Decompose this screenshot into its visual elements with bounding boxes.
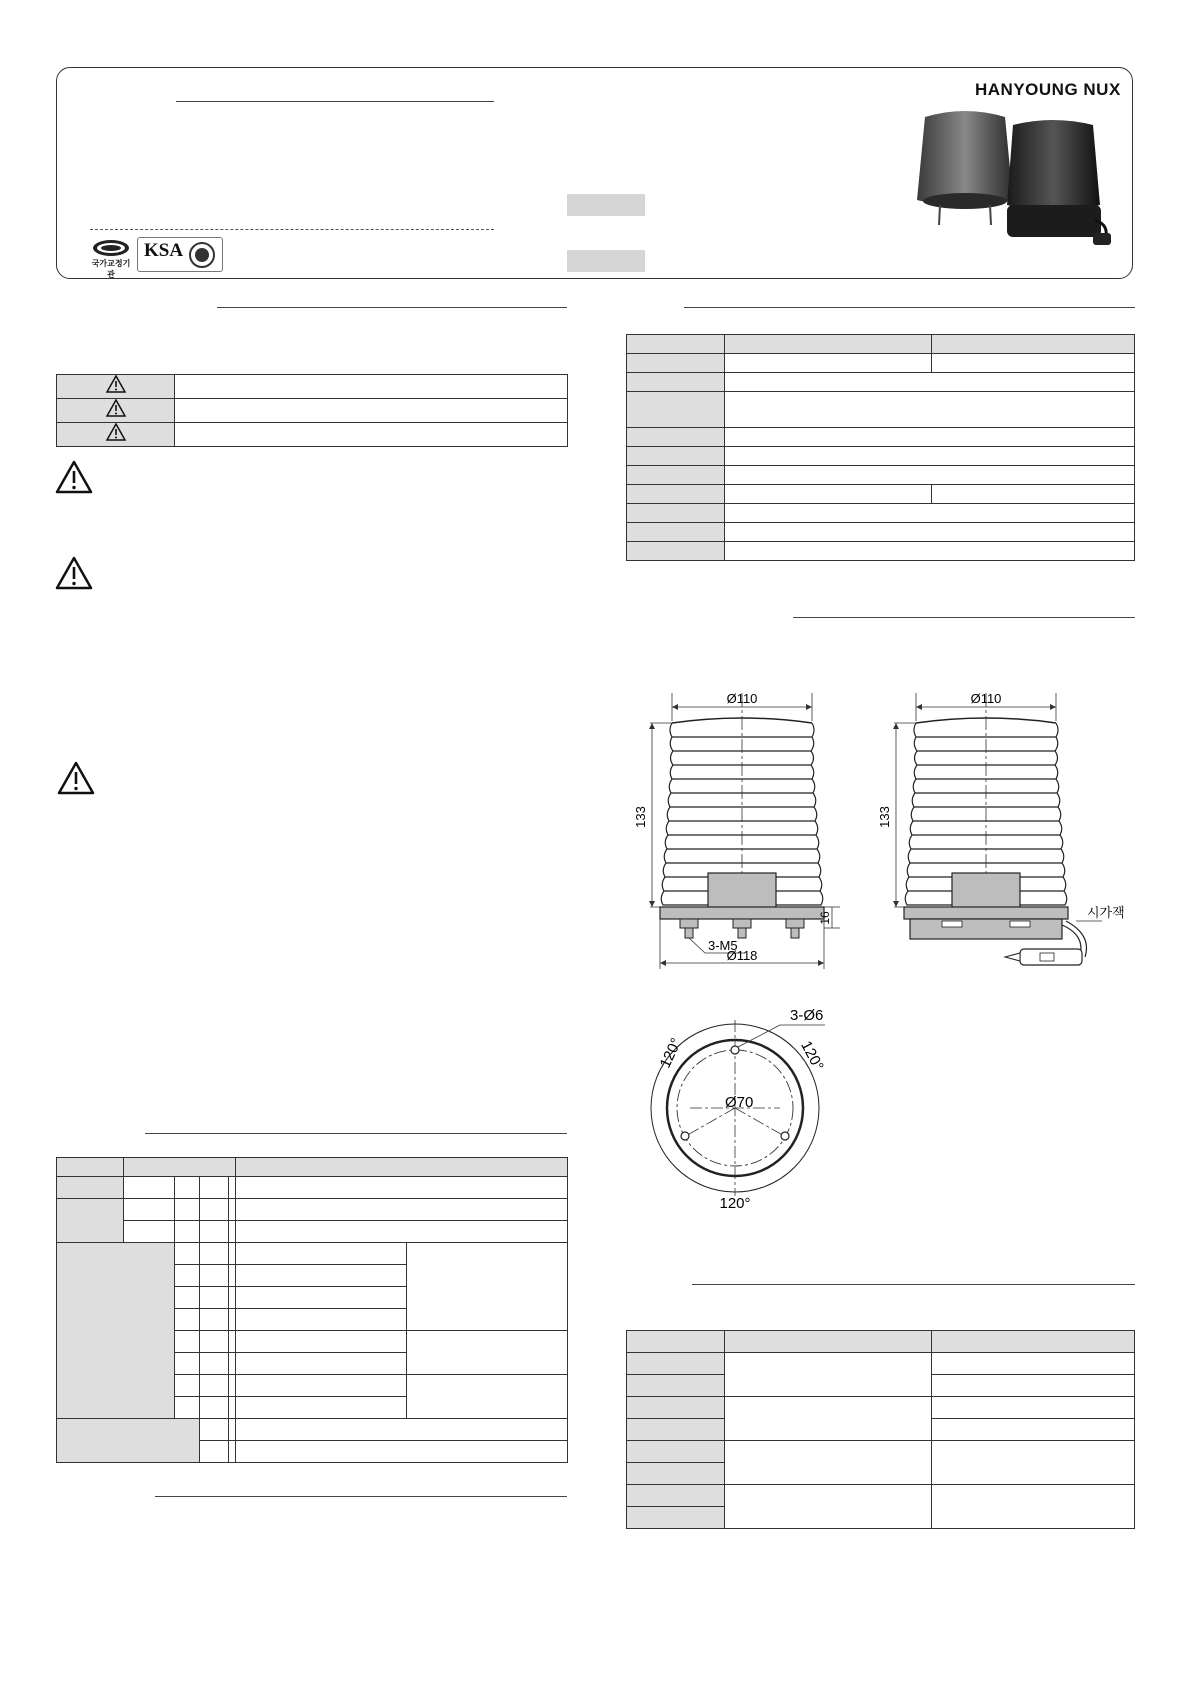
dim-front-base-dia: Ø118 [726, 948, 758, 963]
title-underline [176, 101, 494, 102]
section-rule-spec [684, 307, 1135, 308]
dim-bottom-holes: 3-Ø6 [790, 1007, 824, 1024]
parts-table [626, 1330, 1135, 1529]
header-divider [90, 229, 494, 230]
header-gray-label-2 [567, 250, 645, 272]
warning-large-icon [55, 556, 93, 590]
section-rule-safety [217, 307, 567, 308]
section-rule-parts [692, 1284, 1135, 1285]
dim-front-top: Ø110 [726, 691, 758, 706]
kolas-label: 국가교정기관 [91, 259, 131, 279]
model-code-table [56, 1157, 568, 1463]
warning-icon [106, 423, 126, 441]
ksa-label: KSA [144, 240, 184, 261]
warning-icon-cell-3 [57, 423, 175, 447]
dim-front-base-height: 16 [818, 911, 832, 925]
dim-bottom-angle-1: 120° [656, 1035, 686, 1071]
danger-icon [55, 460, 93, 494]
bottom-view-drawing [640, 1000, 850, 1210]
warning-icon-cell-1 [57, 375, 175, 399]
label-cigar-jack: 시가잭 [1087, 905, 1125, 920]
ksa-logo [137, 237, 223, 272]
dim-bottom-pitch: Ø70 [725, 1094, 754, 1111]
header-gray-label-1 [567, 194, 645, 216]
dim-side-top: Ø110 [970, 691, 1002, 706]
spec-table [626, 334, 1135, 561]
section-rule-model [145, 1133, 567, 1134]
dim-bottom-angle-3: 120° [719, 1195, 751, 1212]
kolas-logo [90, 238, 132, 279]
warning-table [56, 374, 568, 447]
warning-icon [106, 375, 126, 393]
dim-bottom-angle-2: 120° [797, 1038, 827, 1074]
warning-icon-cell-2 [57, 399, 175, 423]
product-photo [915, 105, 1115, 265]
caution-icon [57, 761, 95, 795]
dim-front-bolts: 3-M5 [708, 938, 738, 953]
section-rule-connection [155, 1496, 567, 1497]
dim-side-height: 133 [877, 806, 892, 828]
dim-front-height: 133 [633, 806, 648, 828]
side-view-drawing [877, 685, 1140, 970]
section-rule-dimensions [793, 617, 1135, 618]
warning-icon [106, 399, 126, 417]
front-view-drawing [630, 685, 840, 970]
brand-logo: HANYOUNG NUX [975, 80, 1121, 99]
